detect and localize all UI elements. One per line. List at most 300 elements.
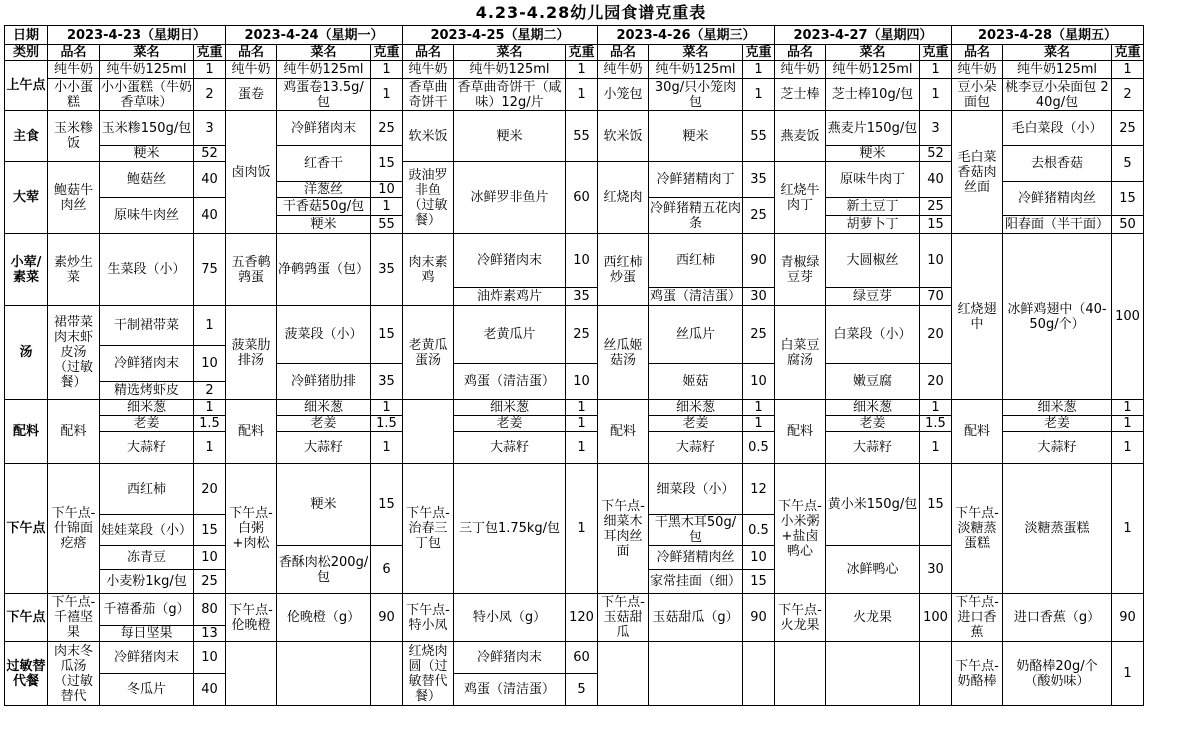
weight-cell[interactable] bbox=[920, 642, 952, 706]
date-header-cell[interactable]: 2023-4-26（星期三） bbox=[598, 26, 775, 45]
ingredient-cell[interactable]: 进口香蕉（g） bbox=[1003, 594, 1112, 642]
dish-cell[interactable]: 丝瓜姬菇汤 bbox=[598, 306, 649, 400]
weight-cell[interactable]: 1 bbox=[743, 416, 775, 432]
ingredient-cell[interactable]: 胡萝卜丁 bbox=[826, 216, 920, 234]
ingredient-cell[interactable]: 原味牛肉丝 bbox=[100, 198, 194, 234]
weight-cell[interactable]: 20 bbox=[194, 464, 226, 515]
dish-cell[interactable]: 毛白菜香菇肉丝面 bbox=[952, 111, 1003, 234]
dish-cell[interactable]: 肉末素鸡 bbox=[403, 234, 454, 306]
weight-cell[interactable]: 1 bbox=[920, 400, 952, 416]
dish-cell[interactable] bbox=[598, 642, 649, 706]
weight-cell[interactable]: 10 bbox=[743, 546, 775, 570]
weight-cell[interactable]: 60 bbox=[566, 642, 598, 674]
ingredient-cell[interactable]: 生菜段（小） bbox=[100, 234, 194, 306]
ingredient-cell[interactable]: 纯牛奶125ml bbox=[277, 61, 371, 79]
weight-cell[interactable]: 90 bbox=[371, 594, 403, 642]
ingredient-cell[interactable]: 纯牛奶125ml bbox=[649, 61, 743, 79]
weight-cell[interactable]: 1 bbox=[194, 432, 226, 464]
ingredient-cell[interactable]: 净鹌鹑蛋（包） bbox=[277, 234, 371, 306]
ingredient-cell[interactable]: 冷鲜猪肉末 bbox=[454, 642, 566, 674]
weight-cell[interactable]: 25 bbox=[194, 570, 226, 594]
ingredient-cell[interactable]: 粳米 bbox=[277, 216, 371, 234]
ingredient-column-label[interactable]: 菜名 bbox=[649, 45, 743, 61]
weight-cell[interactable]: 15 bbox=[371, 306, 403, 364]
weight-cell[interactable]: 35 bbox=[371, 364, 403, 400]
weight-cell[interactable]: 1 bbox=[371, 61, 403, 79]
category-cell[interactable]: 上午点 bbox=[5, 61, 48, 111]
weight-cell[interactable]: 35 bbox=[743, 162, 775, 198]
ingredient-cell[interactable]: 老黄瓜片 bbox=[454, 306, 566, 364]
weight-cell[interactable]: 100 bbox=[920, 594, 952, 642]
dish-cell[interactable]: 素炒生菜 bbox=[48, 234, 100, 306]
weight-cell[interactable]: 20 bbox=[920, 306, 952, 364]
dish-cell[interactable]: 小小蛋糕 bbox=[48, 79, 100, 111]
ingredient-cell[interactable]: 燕麦片150g/包 bbox=[826, 111, 920, 146]
ingredient-cell[interactable]: 细米葱 bbox=[826, 400, 920, 416]
weight-cell[interactable]: 1 bbox=[371, 432, 403, 464]
dish-cell[interactable]: 白菜豆腐汤 bbox=[775, 306, 826, 400]
weight-cell[interactable]: 1 bbox=[920, 61, 952, 79]
weight-cell[interactable]: 90 bbox=[743, 594, 775, 642]
weight-cell[interactable]: 1 bbox=[566, 79, 598, 111]
weight-cell[interactable]: 1 bbox=[1112, 400, 1144, 416]
category-cell[interactable]: 下午点 bbox=[5, 464, 48, 594]
ingredient-cell[interactable]: 冷鲜猪精肉丝 bbox=[1003, 182, 1112, 216]
ingredient-cell[interactable]: 冬瓜片 bbox=[100, 674, 194, 706]
weight-cell[interactable]: 3 bbox=[920, 111, 952, 146]
ingredient-column-label[interactable]: 菜名 bbox=[277, 45, 371, 61]
dish-cell[interactable]: 红烧翅中 bbox=[952, 234, 1003, 400]
weight-column-label[interactable]: 克重 bbox=[1112, 45, 1144, 61]
ingredient-cell[interactable]: 芝士棒10g/包 bbox=[826, 79, 920, 111]
ingredient-cell[interactable]: 千禧番茄（g） bbox=[100, 594, 194, 626]
weight-column-label[interactable]: 克重 bbox=[566, 45, 598, 61]
weight-cell[interactable] bbox=[743, 642, 775, 706]
dish-cell[interactable]: 豉油罗非鱼（过敏餐） bbox=[403, 162, 454, 234]
dish-cell[interactable]: 配料 bbox=[775, 400, 826, 464]
weight-cell[interactable]: 1.5 bbox=[371, 416, 403, 432]
ingredient-cell[interactable]: 冰鲜罗非鱼片 bbox=[454, 162, 566, 234]
dish-cell[interactable]: 纯牛奶 bbox=[598, 61, 649, 79]
ingredient-cell[interactable]: 毛白菜段（小） bbox=[1003, 111, 1112, 146]
ingredient-cell[interactable]: 30g/只小笼肉包 bbox=[649, 79, 743, 111]
ingredient-cell[interactable]: 冷鲜猪肉末 bbox=[454, 234, 566, 288]
ingredient-cell[interactable]: 细米葱 bbox=[277, 400, 371, 416]
ingredient-cell[interactable]: 细米葱 bbox=[100, 400, 194, 416]
weight-cell[interactable]: 25 bbox=[1112, 111, 1144, 146]
ingredient-cell[interactable]: 冻青豆 bbox=[100, 546, 194, 570]
weight-cell[interactable]: 1.5 bbox=[920, 416, 952, 432]
weight-cell[interactable]: 25 bbox=[743, 198, 775, 234]
ingredient-cell[interactable]: 黄小米150g/包 bbox=[826, 464, 920, 546]
weight-cell[interactable]: 52 bbox=[194, 146, 226, 162]
ingredient-cell[interactable]: 阳春面（半干面） bbox=[1003, 216, 1112, 234]
dish-cell[interactable]: 下午点-千禧坚果 bbox=[48, 594, 100, 642]
ingredient-cell[interactable]: 冰鲜鸡翅中（40-50g/个） bbox=[1003, 234, 1112, 400]
category-cell[interactable]: 过敏替代餐 bbox=[5, 642, 48, 706]
category-cell[interactable]: 汤 bbox=[5, 306, 48, 400]
ingredient-cell[interactable]: 冰鲜鸭心 bbox=[826, 546, 920, 594]
category-cell[interactable]: 主食 bbox=[5, 111, 48, 162]
ingredient-cell[interactable]: 细米葱 bbox=[454, 400, 566, 416]
weight-cell[interactable]: 1 bbox=[1112, 642, 1144, 706]
weight-cell[interactable]: 1 bbox=[566, 416, 598, 432]
ingredient-cell[interactable]: 大蒜籽 bbox=[454, 432, 566, 464]
dish-cell[interactable]: 香草曲奇饼干 bbox=[403, 79, 454, 111]
dish-cell[interactable]: 下午点-治春三丁包 bbox=[403, 464, 454, 594]
weight-cell[interactable]: 55 bbox=[371, 216, 403, 234]
dish-cell[interactable]: 蛋卷 bbox=[226, 79, 277, 111]
weight-cell[interactable]: 1 bbox=[371, 79, 403, 111]
ingredient-cell[interactable]: 老姜 bbox=[826, 416, 920, 432]
ingredient-cell[interactable]: 玉菇甜瓜（g） bbox=[649, 594, 743, 642]
weight-cell[interactable]: 2 bbox=[1112, 79, 1144, 111]
ingredient-cell[interactable]: 嫩豆腐 bbox=[826, 364, 920, 400]
dish-cell[interactable]: 红烧牛肉丁 bbox=[775, 162, 826, 234]
table-row bbox=[5, 464, 1144, 483]
dish-cell[interactable]: 下午点-进口香蕉 bbox=[952, 594, 1003, 642]
category-cell[interactable]: 大荤 bbox=[5, 162, 48, 234]
ingredient-cell[interactable]: 大蒜籽 bbox=[277, 432, 371, 464]
dish-cell[interactable]: 下午点-什锦面疙瘩 bbox=[48, 464, 100, 594]
weight-cell[interactable]: 0.5 bbox=[743, 432, 775, 464]
weight-cell[interactable]: 1 bbox=[194, 306, 226, 346]
weight-cell[interactable]: 1 bbox=[566, 432, 598, 464]
ingredient-cell[interactable]: 鸡蛋（清洁蛋） bbox=[454, 674, 566, 706]
ingredient-cell[interactable]: 纯牛奶125ml bbox=[454, 61, 566, 79]
category-cell[interactable]: 下午点 bbox=[5, 594, 48, 642]
ingredient-cell[interactable]: 西红柿 bbox=[649, 234, 743, 288]
dish-cell[interactable]: 下午点-特小凤 bbox=[403, 594, 454, 642]
dish-cell[interactable]: 纯牛奶 bbox=[775, 61, 826, 79]
weight-cell[interactable]: 10 bbox=[566, 364, 598, 400]
ingredient-cell[interactable]: 去根香菇 bbox=[1003, 146, 1112, 182]
dish-column-label[interactable]: 品名 bbox=[952, 45, 1003, 61]
date-header-cell[interactable]: 2023-4-24（星期一） bbox=[226, 26, 403, 45]
dish-cell[interactable]: 红烧肉 bbox=[598, 162, 649, 234]
ingredient-cell[interactable]: 细米葱 bbox=[1003, 400, 1112, 416]
dish-column-label[interactable]: 品名 bbox=[226, 45, 277, 61]
ingredient-cell[interactable]: 老姜 bbox=[454, 416, 566, 432]
weight-cell[interactable]: 1 bbox=[194, 400, 226, 416]
weight-cell[interactable]: 1.5 bbox=[194, 416, 226, 432]
weight-cell[interactable]: 75 bbox=[194, 234, 226, 306]
weight-cell[interactable]: 1 bbox=[566, 464, 598, 594]
weight-cell[interactable]: 100 bbox=[1112, 234, 1144, 400]
ingredient-cell[interactable]: 桃李豆小朵面包 240g/包 bbox=[1003, 79, 1112, 111]
ingredient-cell[interactable]: 三丁包1.75kg/包 bbox=[454, 464, 566, 594]
ingredient-cell[interactable]: 特小凤（g） bbox=[454, 594, 566, 642]
ingredient-cell[interactable]: 精选烤虾皮 bbox=[100, 382, 194, 400]
dish-cell[interactable]: 下午点-小米粥+盐卤鸭心 bbox=[775, 464, 826, 594]
ingredient-cell[interactable]: 白菜段（小） bbox=[826, 306, 920, 364]
weight-cell[interactable]: 52 bbox=[920, 146, 952, 162]
dish-cell[interactable]: 红烧肉圆（过敏替代餐） bbox=[403, 642, 454, 706]
ingredient-column-label[interactable]: 菜名 bbox=[454, 45, 566, 61]
weight-cell[interactable]: 20 bbox=[920, 364, 952, 400]
dish-column-label[interactable]: 品名 bbox=[775, 45, 826, 61]
ingredient-cell[interactable]: 奶酪棒20g/个（酸奶味） bbox=[1003, 642, 1112, 706]
category-label-cell[interactable]: 类别 bbox=[5, 45, 48, 61]
ingredient-cell[interactable]: 大蒜籽 bbox=[100, 432, 194, 464]
dish-cell[interactable]: 豆小朵面包 bbox=[952, 79, 1003, 111]
weight-cell[interactable]: 6 bbox=[371, 546, 403, 594]
dish-cell[interactable]: 下午点-火龙果 bbox=[775, 594, 826, 642]
dish-cell[interactable]: 玉米糁饭 bbox=[48, 111, 100, 162]
ingredient-cell[interactable]: 玉米糁150g/包 bbox=[100, 111, 194, 146]
dish-cell[interactable]: 西红柿炒蛋 bbox=[598, 234, 649, 306]
ingredient-cell[interactable]: 干制裙带菜 bbox=[100, 306, 194, 346]
ingredient-cell[interactable]: 大蒜籽 bbox=[1003, 432, 1112, 464]
weight-cell[interactable]: 1 bbox=[743, 79, 775, 111]
dish-cell[interactable]: 下午点-伦晚橙 bbox=[226, 594, 277, 642]
weight-cell[interactable]: 15 bbox=[371, 464, 403, 546]
weight-column-label[interactable]: 克重 bbox=[743, 45, 775, 61]
date-header-cell[interactable]: 2023-4-25（星期二） bbox=[403, 26, 598, 45]
ingredient-cell[interactable]: 冷鲜猪肉末 bbox=[100, 346, 194, 382]
weight-cell[interactable]: 1 bbox=[566, 400, 598, 416]
weight-cell[interactable]: 30 bbox=[743, 288, 775, 306]
ingredient-cell[interactable]: 每日坚果 bbox=[100, 626, 194, 642]
ingredient-cell[interactable]: 粳米 bbox=[649, 111, 743, 162]
weight-cell[interactable]: 15 bbox=[371, 146, 403, 182]
weight-column-label[interactable]: 克重 bbox=[194, 45, 226, 61]
dish-cell[interactable]: 配料 bbox=[226, 400, 277, 464]
ingredient-cell[interactable]: 丝瓜片 bbox=[649, 306, 743, 364]
weight-cell[interactable]: 25 bbox=[743, 306, 775, 364]
dish-cell[interactable]: 青椒绿豆芽 bbox=[775, 234, 826, 306]
dish-column-label[interactable]: 品名 bbox=[598, 45, 649, 61]
date-header-cell[interactable]: 2023-4-23（星期日） bbox=[48, 26, 226, 45]
ingredient-cell[interactable]: 西红柿 bbox=[100, 464, 194, 515]
weight-cell[interactable]: 30 bbox=[920, 546, 952, 594]
weight-cell[interactable]: 2 bbox=[194, 382, 226, 400]
weight-cell[interactable]: 10 bbox=[566, 234, 598, 288]
ingredient-cell[interactable]: 粳米 bbox=[277, 464, 371, 546]
ingredient-cell[interactable] bbox=[649, 642, 743, 706]
weight-cell[interactable]: 1 bbox=[566, 61, 598, 79]
weight-cell[interactable]: 35 bbox=[371, 234, 403, 306]
weight-cell[interactable]: 50 bbox=[1112, 216, 1144, 234]
weight-cell[interactable]: 15 bbox=[1112, 182, 1144, 216]
weight-cell[interactable]: 25 bbox=[920, 198, 952, 216]
weight-cell[interactable]: 10 bbox=[194, 546, 226, 570]
ingredient-cell[interactable]: 细米葱 bbox=[649, 400, 743, 416]
weight-cell[interactable] bbox=[371, 642, 403, 706]
dish-column-label[interactable]: 品名 bbox=[403, 45, 454, 61]
ingredient-cell[interactable]: 纯牛奶125ml bbox=[1003, 61, 1112, 79]
dish-cell[interactable]: 小笼包 bbox=[598, 79, 649, 111]
dish-cell[interactable]: 芝士棒 bbox=[775, 79, 826, 111]
dish-cell[interactable]: 燕麦饭 bbox=[775, 111, 826, 162]
menu-table bbox=[4, 25, 1144, 706]
ingredient-column-label[interactable]: 菜名 bbox=[826, 45, 920, 61]
ingredient-cell[interactable]: 粳米 bbox=[826, 146, 920, 162]
ingredient-cell[interactable]: 香酥肉松200g/包 bbox=[277, 546, 371, 594]
weight-cell[interactable]: 40 bbox=[194, 162, 226, 198]
weight-cell[interactable]: 40 bbox=[920, 162, 952, 198]
dish-cell[interactable]: 软米饭 bbox=[403, 111, 454, 162]
ingredient-cell[interactable]: 娃娃菜段（小） bbox=[100, 515, 194, 546]
ingredient-cell[interactable]: 伦晚橙（g） bbox=[277, 594, 371, 642]
ingredient-cell[interactable]: 大蒜籽 bbox=[826, 432, 920, 464]
dish-cell[interactable]: 五香鹌鹑蛋 bbox=[226, 234, 277, 306]
dish-cell[interactable]: 下午点-奶酪棒 bbox=[952, 642, 1003, 706]
ingredient-cell[interactable]: 新土豆丁 bbox=[826, 198, 920, 216]
ingredient-cell[interactable]: 火龙果 bbox=[826, 594, 920, 642]
date-header-cell[interactable]: 2023-4-27（星期四） bbox=[775, 26, 952, 45]
weight-cell[interactable]: 15 bbox=[743, 570, 775, 594]
dish-cell[interactable]: 鲍菇牛肉丝 bbox=[48, 162, 100, 234]
dish-cell[interactable] bbox=[403, 400, 454, 464]
weight-cell[interactable]: 70 bbox=[920, 288, 952, 306]
dish-cell[interactable] bbox=[226, 642, 277, 706]
dish-column-label[interactable]: 品名 bbox=[48, 45, 100, 61]
weight-cell[interactable]: 1 bbox=[1112, 416, 1144, 432]
dish-cell[interactable]: 肉末冬瓜汤（过敏替代 bbox=[48, 642, 100, 706]
weight-cell[interactable]: 90 bbox=[1112, 594, 1144, 642]
weight-cell[interactable]: 15 bbox=[194, 515, 226, 546]
dish-cell[interactable]: 纯牛奶 bbox=[48, 61, 100, 79]
dish-cell[interactable]: 老黄瓜蛋汤 bbox=[403, 306, 454, 400]
ingredient-cell[interactable]: 老姜 bbox=[277, 416, 371, 432]
weight-cell[interactable]: 40 bbox=[194, 198, 226, 234]
weight-column-label[interactable]: 克重 bbox=[920, 45, 952, 61]
ingredient-cell[interactable]: 老姜 bbox=[1003, 416, 1112, 432]
ingredient-cell[interactable]: 油炸素鸡片 bbox=[454, 288, 566, 306]
ingredient-column-label[interactable]: 菜名 bbox=[100, 45, 194, 61]
date-label-cell[interactable]: 日期 bbox=[5, 26, 48, 45]
weight-cell[interactable]: 15 bbox=[920, 464, 952, 546]
date-header-cell[interactable]: 2023-4-28（星期五） bbox=[952, 26, 1144, 45]
ingredient-cell[interactable]: 红香干 bbox=[277, 146, 371, 182]
weight-cell[interactable]: 10 bbox=[743, 364, 775, 400]
dish-cell[interactable]: 纯牛奶 bbox=[403, 61, 454, 79]
weight-cell[interactable]: 1 bbox=[1112, 464, 1144, 594]
dish-cell[interactable]: 下午点-玉菇甜瓜 bbox=[598, 594, 649, 642]
weight-cell[interactable]: 3 bbox=[194, 111, 226, 146]
ingredient-cell[interactable]: 淡糖蒸蛋糕 bbox=[1003, 464, 1112, 594]
ingredient-cell[interactable]: 细菜段（小） bbox=[649, 464, 743, 515]
ingredient-cell[interactable]: 纯牛奶125ml bbox=[100, 61, 194, 79]
dish-cell[interactable]: 配料 bbox=[48, 400, 100, 464]
weight-cell[interactable]: 1 bbox=[743, 61, 775, 79]
weight-cell[interactable]: 5 bbox=[1112, 146, 1144, 182]
ingredient-cell[interactable]: 干黑木耳50g/包 bbox=[649, 515, 743, 546]
weight-cell[interactable]: 1 bbox=[371, 198, 403, 216]
ingredient-cell[interactable]: 小麦粉1kg/包 bbox=[100, 570, 194, 594]
ingredient-cell[interactable]: 干香菇50g/包 bbox=[277, 198, 371, 216]
dish-cell[interactable]: 下午点-淡糖蒸蛋糕 bbox=[952, 464, 1003, 594]
dish-cell[interactable]: 菠菜肋排汤 bbox=[226, 306, 277, 400]
dish-cell[interactable]: 软米饭 bbox=[598, 111, 649, 162]
ingredient-cell[interactable]: 老姜 bbox=[649, 416, 743, 432]
ingredient-cell[interactable]: 原味牛肉丁 bbox=[826, 162, 920, 198]
ingredient-cell[interactable] bbox=[826, 642, 920, 706]
ingredient-cell[interactable]: 姬菇 bbox=[649, 364, 743, 400]
weight-cell[interactable]: 0.5 bbox=[743, 515, 775, 546]
weight-cell[interactable]: 80 bbox=[194, 594, 226, 626]
ingredient-cell[interactable]: 菠菜段（小） bbox=[277, 306, 371, 364]
ingredient-cell[interactable]: 冷鲜猪肉末 bbox=[277, 111, 371, 146]
ingredient-cell[interactable]: 冷鲜猪精肉丝 bbox=[649, 546, 743, 570]
ingredient-cell[interactable]: 粳米 bbox=[100, 146, 194, 162]
weight-column-label[interactable]: 克重 bbox=[371, 45, 403, 61]
dish-cell[interactable]: 纯牛奶 bbox=[952, 61, 1003, 79]
ingredient-cell[interactable]: 大圆椒丝 bbox=[826, 234, 920, 288]
weight-cell[interactable]: 12 bbox=[743, 464, 775, 515]
dish-cell[interactable]: 配料 bbox=[598, 400, 649, 464]
dish-cell[interactable]: 卤肉饭 bbox=[226, 111, 277, 234]
weight-cell[interactable]: 1 bbox=[1112, 432, 1144, 464]
weight-cell[interactable]: 25 bbox=[371, 111, 403, 146]
weight-cell[interactable]: 2 bbox=[194, 79, 226, 111]
category-cell[interactable]: 小荤/素菜 bbox=[5, 234, 48, 306]
dish-cell[interactable]: 下午点-细菜木耳肉丝面 bbox=[598, 464, 649, 594]
dish-cell[interactable]: 下午点-白粥+肉松 bbox=[226, 464, 277, 594]
ingredient-cell[interactable]: 大蒜籽 bbox=[649, 432, 743, 464]
weight-cell[interactable]: 5 bbox=[566, 674, 598, 706]
weight-cell[interactable]: 10 bbox=[371, 182, 403, 198]
table-row bbox=[5, 61, 1144, 79]
ingredient-cell[interactable]: 家常挂面（细） bbox=[649, 570, 743, 594]
ingredient-cell[interactable]: 冷鲜猪肋排 bbox=[277, 364, 371, 400]
weight-cell[interactable]: 1 bbox=[743, 400, 775, 416]
ingredient-cell[interactable]: 冷鲜猪肉末 bbox=[100, 642, 194, 674]
ingredient-cell[interactable]: 粳米 bbox=[454, 111, 566, 162]
ingredient-cell[interactable]: 纯牛奶125ml bbox=[826, 61, 920, 79]
weight-cell[interactable]: 55 bbox=[743, 111, 775, 162]
dish-cell[interactable]: 配料 bbox=[952, 400, 1003, 464]
weight-cell[interactable]: 1 bbox=[920, 432, 952, 464]
weight-cell[interactable]: 60 bbox=[566, 162, 598, 234]
category-cell[interactable]: 配料 bbox=[5, 400, 48, 464]
ingredient-cell[interactable]: 老姜 bbox=[100, 416, 194, 432]
ingredient-cell[interactable]: 冷鲜猪精肉丁 bbox=[649, 162, 743, 198]
weight-cell[interactable]: 120 bbox=[566, 594, 598, 642]
ingredient-cell[interactable]: 香草曲奇饼干（咸味）12g/片 bbox=[454, 79, 566, 111]
ingredient-column-label[interactable]: 菜名 bbox=[1003, 45, 1112, 61]
weight-cell[interactable]: 10 bbox=[920, 234, 952, 288]
weight-cell[interactable]: 13 bbox=[194, 626, 226, 642]
weight-cell[interactable]: 25 bbox=[566, 306, 598, 364]
ingredient-cell[interactable]: 鲍菇丝 bbox=[100, 162, 194, 198]
weight-cell[interactable]: 1 bbox=[194, 61, 226, 79]
weight-cell[interactable]: 10 bbox=[194, 346, 226, 382]
weight-cell[interactable]: 90 bbox=[743, 234, 775, 288]
table-row bbox=[5, 594, 1144, 610]
weight-cell[interactable]: 15 bbox=[920, 216, 952, 234]
ingredient-cell[interactable]: 冷鲜猪精五花肉条 bbox=[649, 198, 743, 234]
weight-cell[interactable]: 35 bbox=[566, 288, 598, 306]
dish-cell[interactable] bbox=[775, 642, 826, 706]
ingredient-cell[interactable]: 洋葱丝 bbox=[277, 182, 371, 198]
dish-cell[interactable]: 纯牛奶 bbox=[226, 61, 277, 79]
weight-cell[interactable]: 10 bbox=[194, 642, 226, 674]
ingredient-cell[interactable]: 鸡蛋卷13.5g/包 bbox=[277, 79, 371, 111]
dish-cell[interactable]: 裙带菜肉末虾皮汤（过敏餐） bbox=[48, 306, 100, 400]
weight-cell[interactable]: 1 bbox=[371, 400, 403, 416]
weight-cell[interactable]: 40 bbox=[194, 674, 226, 706]
weight-cell[interactable]: 55 bbox=[566, 111, 598, 162]
ingredient-cell[interactable]: 绿豆芽 bbox=[826, 288, 920, 306]
ingredient-cell[interactable]: 鸡蛋（清洁蛋） bbox=[650, 289, 742, 304]
weight-cell[interactable]: 1 bbox=[1112, 61, 1144, 79]
ingredient-cell[interactable]: 小小蛋糕（牛奶香草味） bbox=[101, 79, 193, 110]
weight-cell[interactable]: 1 bbox=[920, 79, 952, 111]
ingredient-cell[interactable] bbox=[277, 642, 371, 706]
ingredient-cell[interactable]: 鸡蛋（清洁蛋） bbox=[454, 364, 566, 400]
